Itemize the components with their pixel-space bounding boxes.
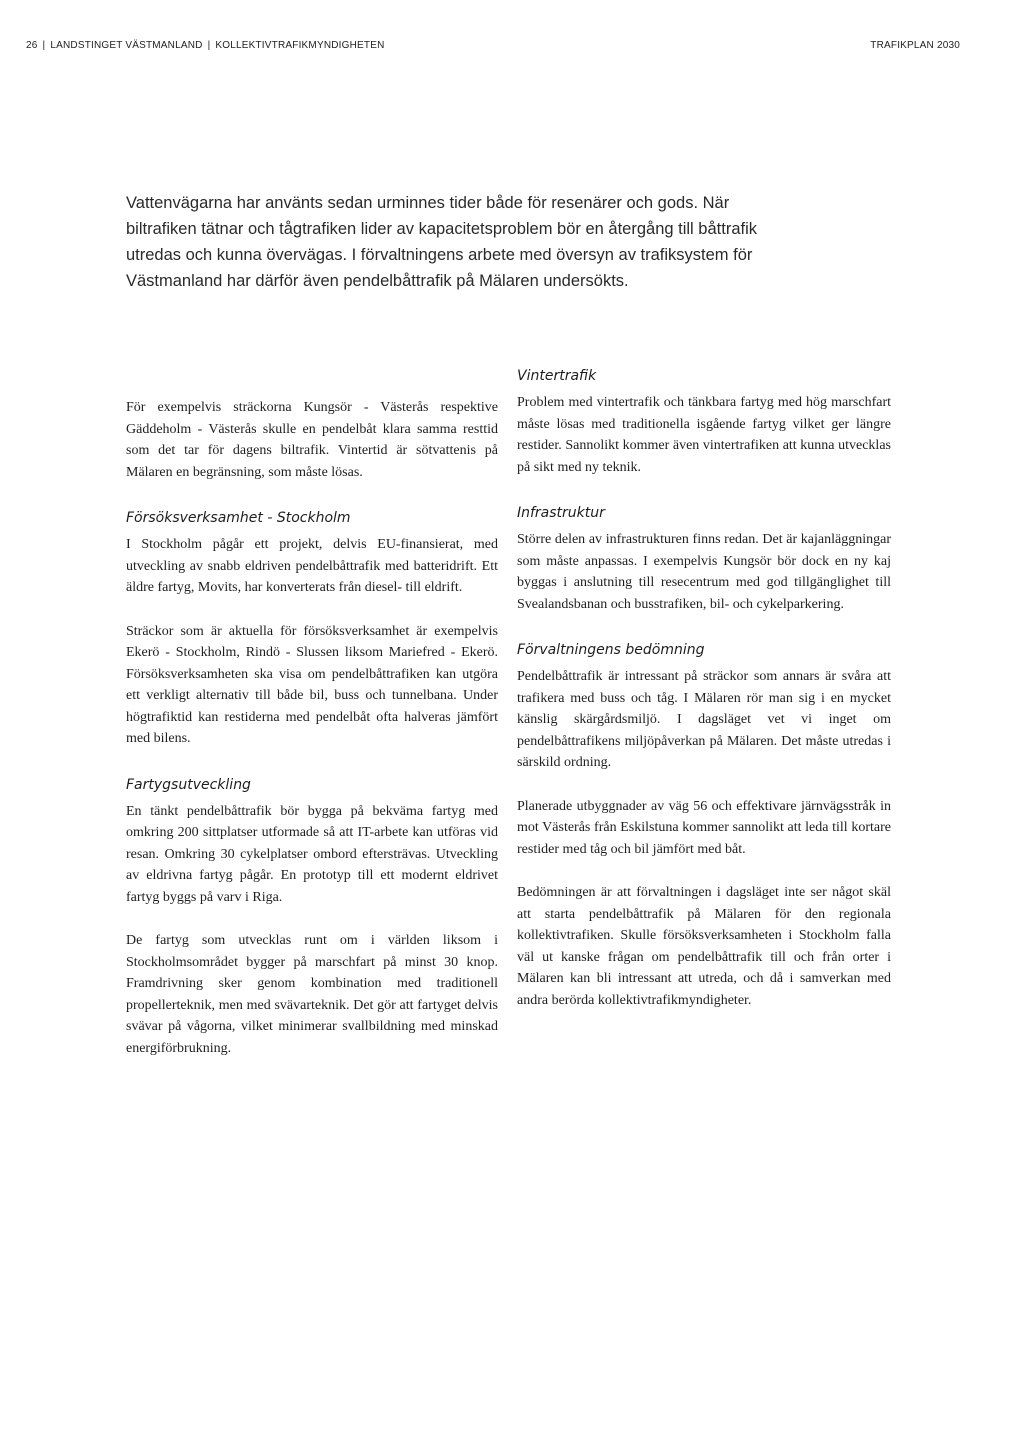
routes-paragraph: För exempelvis sträckorna Kungsör - Västerås respektive Gäddeholm - Västerås skulle en pendelbåt klara samma resttid som det tar för dagens biltrafik. Vintertid är sötvattenis på Mälaren en begränsning, som måste lösas. bbox=[126, 400, 498, 480]
infra-paragraph: Större delen av infrastrukturen finns redan. Det är kajanläggningar som måste anpassas. I exempelvis Kungsör bör dock en ny kaj byggas i anslutning till resecentrum med god tillgänglighet till Svealandsbanan och busstrafiken, bil- och cykelparkering. bbox=[517, 532, 891, 612]
bedomning-paragraph-2: Planerade utbyggnader av väg 56 och effektivare järnvägsstråk in mot Västerås från Eskilstuna kommer sannolikt att leda till kortare restider med tåg och bil jämfört med båt. bbox=[517, 798, 891, 857]
forsok-paragraph-2: Sträckor som är aktuella för försöksverksamhet är exempelvis Ekerö - Stockholm, Rindö - Slussen liksom Mariefred - Ekerö. Försöksverksamheten ska visa om pendelbåttrafiken kan utgöra ett verkligt alternativ till både bil, buss och tunnelbana. Under högtrafiktid kan restiderna med pendelbåt ofta halveras jämfört med bilens. bbox=[126, 623, 498, 746]
header-doc-title: TRAFIKPLAN 2030 bbox=[870, 40, 960, 51]
section-vintertrafik bbox=[517, 366, 891, 478]
section-routes bbox=[126, 397, 498, 483]
heading-forsoksverksamhet: Försöksverksamhet - Stockholm bbox=[126, 510, 351, 526]
section-infrastruktur bbox=[517, 503, 891, 615]
section-fartygsutveckling bbox=[126, 775, 498, 1060]
heading-bedomning: Förvaltningens bedömning bbox=[517, 642, 705, 658]
page-number: 26 bbox=[26, 40, 38, 51]
section-bedomning bbox=[517, 640, 891, 1011]
section-forsoksverksamhet bbox=[126, 508, 498, 750]
vinter-paragraph: Problem med vintertrafik och tänkbara fartyg med hög marschfart måste lösas med traditionella isgående fartyg vilket ger längre restider. Sannolikt kommer även vintertrafiken att kunna utvecklas på sikt med ny teknik. bbox=[517, 395, 891, 475]
heading-fartygsutveckling: Fartygsutveckling bbox=[126, 776, 251, 793]
header-dept: KOLLEKTIVTRAFIKMYNDIGHETEN bbox=[215, 40, 385, 51]
heading-vintertrafik: Vintertrafik bbox=[517, 368, 597, 384]
right-column bbox=[517, 366, 891, 1036]
bedomning-paragraph-1: Pendelbåttrafik är intressant på sträckor som annars är svåra att trafikera med buss och tåg. I Mälaren rör man sig i en mycket känslig skärgårdsmiljö. I dagsläget vet vi inget om pendelbåttrafikens miljöpåverkan på Mälaren. Det måste utredas i särskild ordning. bbox=[517, 669, 891, 770]
header-left: 26 | LANDSTINGET VÄSTMANLAND | KOLLEKTIVTRAFIKMYNDIGHETEN bbox=[26, 40, 385, 51]
page-header bbox=[26, 40, 960, 56]
fartyg-paragraph-2: De fartyg som utvecklas runt om i världen liksom i Stockholmsområdet bygger på marschfart på minst 30 knop. Framdrivning sker genom kombination med traditionell propellerteknik, men med svävarteknik. Det gör att fartyget delvis svävar på vågorna, vilket minimerar svallbildning med minskad energiförbrukning. bbox=[126, 933, 498, 1056]
heading-infrastruktur: Infrastruktur bbox=[517, 505, 605, 521]
bedomning-paragraph-3: Bedömningen är att förvaltningen i dagsläget inte ser något skäl att starta pendelbåttrafik på Mälaren för den regionala kollektivtrafiken. Skulle försöksverksamheten i Stockholm falla väl ut kanske frågan om pendelbåttrafik till och från orter i Mälaren kan bli intressant att utreda, och då i samverkan med andra berörda kollektivtrafikmyndigheter. bbox=[517, 885, 891, 1008]
fartyg-paragraph-1: En tänkt pendelbåttrafik bör bygga på bekväma fartyg med omkring 200 sittplatser utformade så att IT-arbete kan utföras vid resan. Omkring 30 cykelplatser ombord eftersträvas. Utveckling av eldrivna fartyg pågår. En prototyp till ett modernt eldrivet fartyg byggs på varv i Riga. bbox=[126, 803, 498, 905]
forsok-paragraph-1: I Stockholm pågår ett projekt, delvis EU-finansierat, med utveckling av snabb eldriven pendelbåttrafik med batteridrift. Ett äldre fartyg, Movits, har konverterats från diesel- till eldrift. bbox=[126, 537, 498, 595]
header-org: LANDSTINGET VÄSTMANLAND bbox=[50, 40, 203, 51]
left-column bbox=[126, 366, 498, 1084]
intro-paragraph: Vattenvägarna har använts sedan urminnes tider både för resenärer och gods. När biltrafiken tätnar och tågtrafiken lider av kapacitetsproblem bör en återgång till båttrafik utredas och kunna övervägas. I förvaltningens arbete med översyn av trafiksystem för Västmanland har därför även pendelbåttrafik på Mälaren undersökts. bbox=[126, 194, 758, 290]
